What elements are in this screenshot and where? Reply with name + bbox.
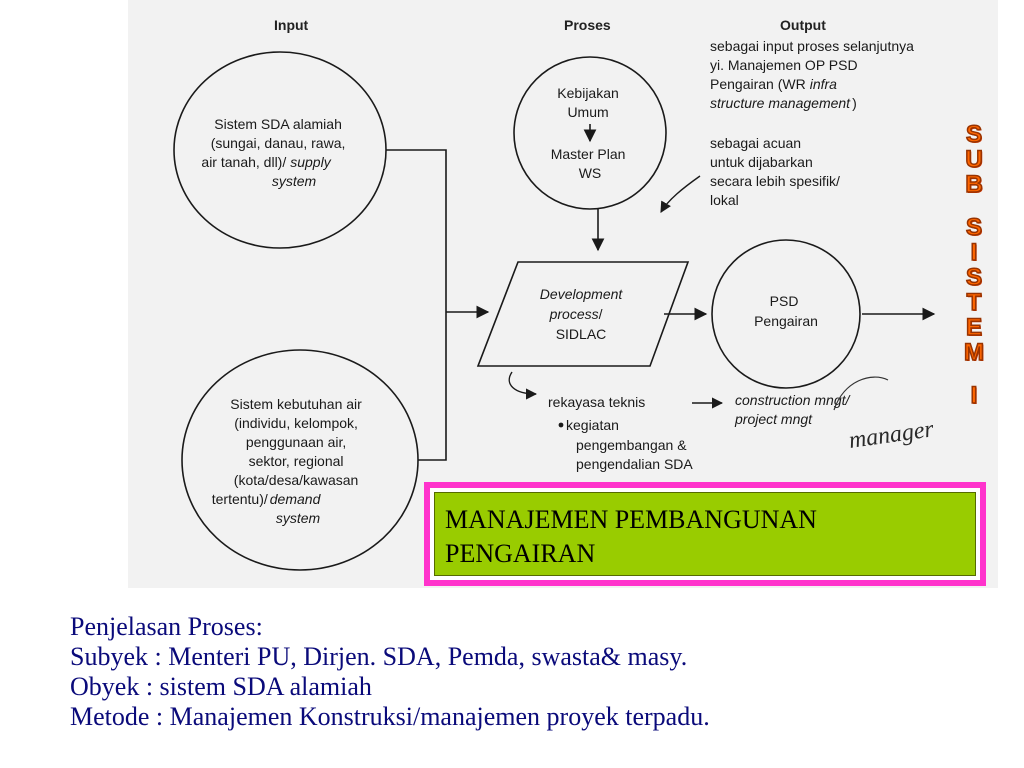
explanation-heading: Penjelasan Proses: (70, 612, 263, 641)
header-input: Input (274, 17, 309, 33)
title-line-2: PENGAIRAN (445, 539, 596, 568)
vertical-letter (944, 197, 1004, 215)
vertical-title (944, 122, 1004, 442)
vertical-letter: B (965, 171, 983, 198)
title-box-inner (434, 492, 976, 576)
vertical-letter (944, 365, 1004, 383)
vertical-letter: U (965, 146, 983, 173)
title-line-1: MANAJEMEN PEMBANGUNAN (445, 505, 817, 534)
construction-text: construction mngt/ project mngt (735, 392, 850, 427)
input-demand-text: Sistem kebutuhan air (individu, kelompok, penggunaan air, sektor, regional (kota/desa/kawasan tertentu)/ demand system (211, 396, 362, 526)
output-note-1: sebagai input proses selanjutnya yi. Manajemen OP PSD Pengairan (WR infra structure management ) (710, 38, 914, 111)
title-box (424, 482, 986, 586)
vertical-letter: S (965, 264, 982, 291)
input-supply-text: Sistem SDA alamiah (sungai, danau, rawa, air tanah, dll)/ supply system (201, 116, 346, 189)
rekayasa-bullet (559, 423, 564, 428)
vertical-letter: S (965, 214, 982, 241)
rekayasa-text: rekayasa teknis kegiatan pengembangan & pengendalian SDA (548, 394, 693, 472)
development-to-rekayasa-arrow (509, 372, 536, 394)
vertical-letter: E (965, 314, 982, 341)
vertical-letter: I (970, 239, 978, 266)
development-text: Development process/ SIDLAC (539, 286, 623, 342)
process-explanation (70, 612, 970, 732)
explanation-subyek: Subyek : Menteri PU, Dirjen. SDA, Pemda, swasta& masy. (70, 642, 688, 671)
policy-text: Kebijakan Umum Master Plan WS (550, 85, 626, 181)
vertical-letter: I (970, 382, 978, 409)
signature-text: manager (847, 416, 936, 454)
input-connector-line (386, 150, 446, 460)
vertical-letter: S (965, 121, 982, 148)
header-proses: Proses (564, 17, 611, 33)
note-pointer-arrow (661, 176, 700, 212)
psd-text: PSD Pengairan (754, 293, 818, 329)
explanation-metode: Metode : Manajemen Konstruksi/manajemen proyek terpadu. (70, 702, 710, 731)
explanation-obyek: Obyek : sistem SDA alamiah (70, 672, 372, 701)
vertical-letter: M (964, 339, 984, 366)
output-note-2: sebagai acuan untuk dijabarkan secara lebih spesifik/ lokal (710, 135, 840, 208)
vertical-letter: T (966, 289, 982, 316)
header-output: Output (780, 17, 826, 33)
